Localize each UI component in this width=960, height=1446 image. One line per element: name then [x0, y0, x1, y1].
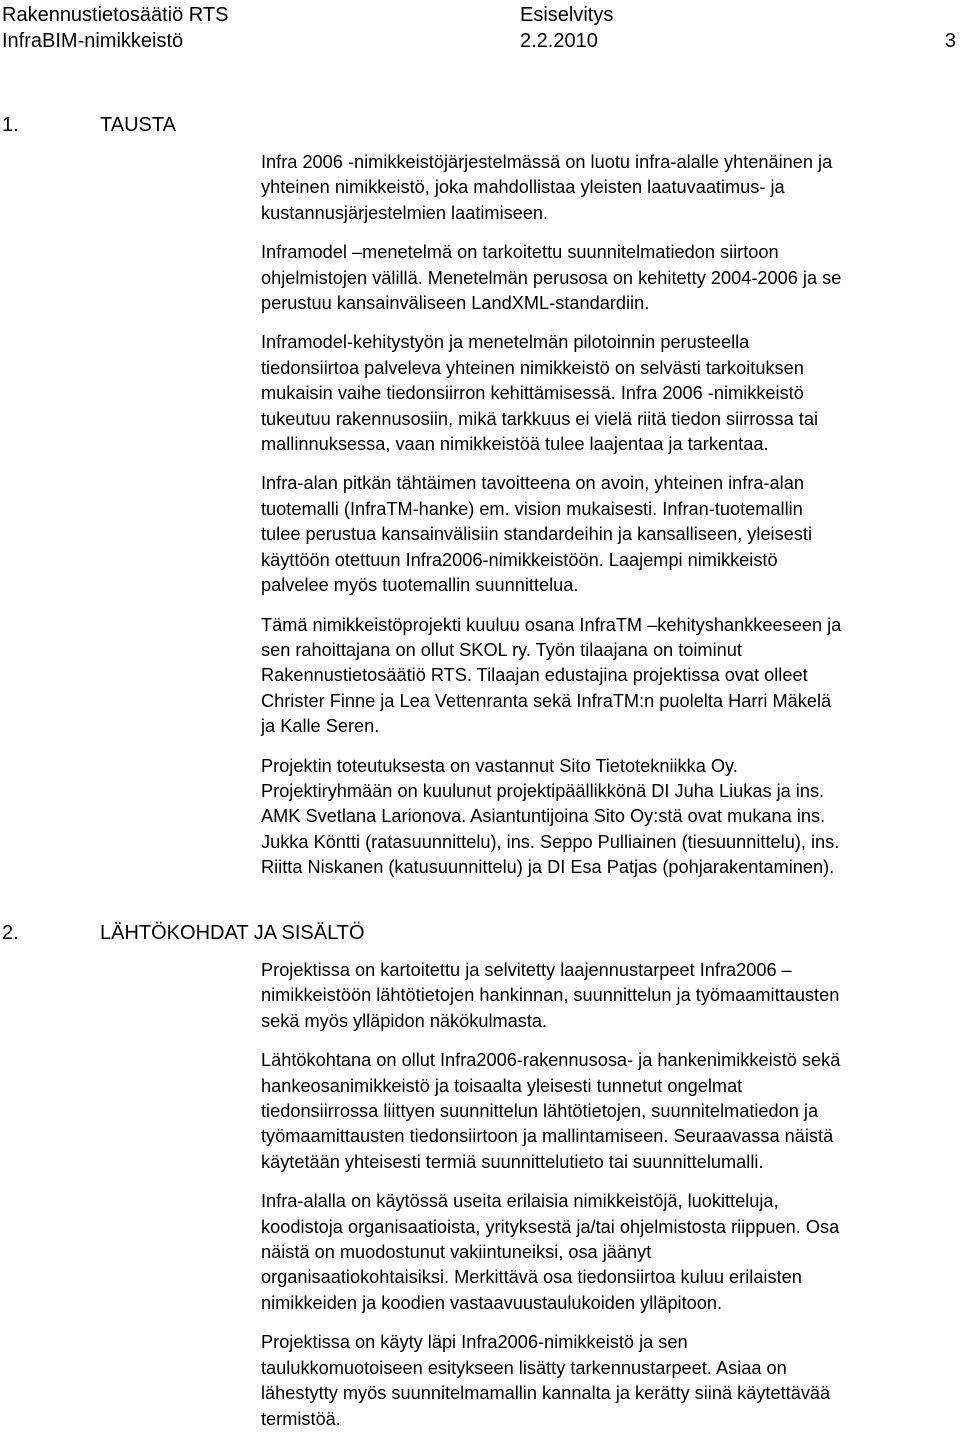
header-organization: Rakennustietosäätiö RTS [2, 4, 229, 26]
section-title: LÄHTÖKOHDAT JA SISÄLTÖ [100, 922, 365, 944]
paragraph: Tämä nimikkeistöprojekti kuuluu osana InfraTM –kehityshankkeeseen ja sen rahoittajana on ollut SKOL ry. Työn tilaajana on toiminut Rakennustietosäätiö RTS. Tilaajan edustajina projektissa ovat olleet Christer Finne ja Lea Vettenranta sekä InfraTM:n puolelta Harri Mäkelä ja Kalle Seren. [261, 614, 842, 737]
section-body-lahtokohdat [261, 958, 959, 1446]
paragraph: Inframodel-kehitystyön ja menetelmän pilotoinnin perusteella tiedonsiirtoa palveleva yhteinen nimikkeistö on selvästi tarkoituksen mukaisin vaihe tiedonsiirron kehittämisessä. Infra 2006 -nimikkeistö tukeutuu rakennusosiin, mikä tarkkuus ei vielä riitä tiedon siirrossa tai mallinnuksessa, vaan nimikkeistöä tulee laajentaa ja tarkentaa. [261, 332, 819, 455]
section-heading-lahtokohdat [2, 920, 365, 946]
header-date: 2.2.2010 [520, 30, 598, 52]
section-heading-tausta [2, 112, 176, 138]
header-page-number: 3 [944, 30, 956, 52]
section-number: 2. [2, 922, 19, 944]
paragraph: Infra 2006 -nimikkeistöjärjestelmässä on luotu infra-alalle yhtenäinen ja yhteinen nimikkeistö, joka mahdollistaa yleisten laatuvaatimus- ja kustannusjärjestelmien laatimiseen. [261, 152, 833, 223]
paragraph: Inframodel –menetelmä on tarkoitettu suunnitelmatiedon siirtoon ohjelmistojen välillä. Menetelmän perusosa on kehitetty 2004-2006 ja se perustuu kansainväliseen LandXML-standardiin. [261, 242, 842, 314]
header-document-name: InfraBIM-nimikkeistö [2, 30, 184, 52]
page-header [0, 0, 960, 56]
header-document-type: Esiselvitys [520, 4, 614, 26]
paragraph: Projektissa on kartoitettu ja selvitetty laajennustarpeet Infra2006 – nimikkeistöön lähtötietojen hankinnan, suunnittelun ja työmaamittausten sekä myös ylläpidon näkökulmasta. [261, 960, 840, 1031]
paragraph: Projektin toteutuksesta on vastannut Sito Tietotekniikka Oy. Projektiryhmään on kuulunut projektipäällikkönä DI Juha Liukas ja ins. AMK Svetlana Larionova. Asiantuntijoina Sito Oy:stä ovat mukana ins. Jukka Köntti (ratasuunnittelu), ins. Seppo Pulliainen (tiesuunnittelu), ins. Riitta Niskanen (katusuunnittelu) ja DI Esa Patjas (pohjarakentaminen). [261, 755, 840, 878]
section-title: TAUSTA [100, 114, 176, 136]
paragraph: Lähtökohtana on ollut Infra2006-rakennusosa- ja hankenimikkeistö sekä hankeosanimikkeistö ja toisaalta yleisesti tunnetut ongelmat tiedonsiirrossa liittyen suunnittelun lähtötietojen, suunnitelmatiedon ja työmaamittausten tiedonsiirtoon ja mallintamiseen. Seuraavassa näistä käytetään yhteisesti termiä suunnittelutieto tai suunnittelumalli. [261, 1050, 841, 1172]
paragraph: Projektissa on käyty läpi Infra2006-nimikkeistö ja sen taulukkomuotoiseen esitykseen lisätty tarkennustarpeet. Asiaa on lähestytty myös suunnitelmamallin kannalta ja kerätty siinä käytettävää termistöä. [261, 1332, 831, 1429]
section-number: 1. [2, 114, 19, 136]
paragraph: Infra-alan pitkän tähtäimen tavoitteena on avoin, yhteinen infra-alan tuotemalli (InfraTM-hanke) em. vision mukaisesti. Infran-tuotemallin tulee perustua kansainvälisiin standardeihin ja kansalliseen, yleisesti käyttöön otettuun Infra2006-nimikkeistöön. Laajempi nimikkeistö palvelee myös tuotemallin suunnittelua. [261, 473, 812, 596]
section-body-tausta [261, 150, 959, 895]
paragraph: Infra-alalla on käytössä useita erilaisia nimikkeistöjä, luokitteluja, koodistoja organisaatioista, yrityksestä ja/tai ohjelmistosta riippuen. Osa näistä on muodostunut vakiintuneiksi, osa jäänyt organisaatiokohtaisiksi. Merkittävä osa tiedonsiirtoa kuluu erilaisten nimikkeiden ja koodien vastaavuustaulukoiden ylläpitoon. [261, 1191, 840, 1313]
